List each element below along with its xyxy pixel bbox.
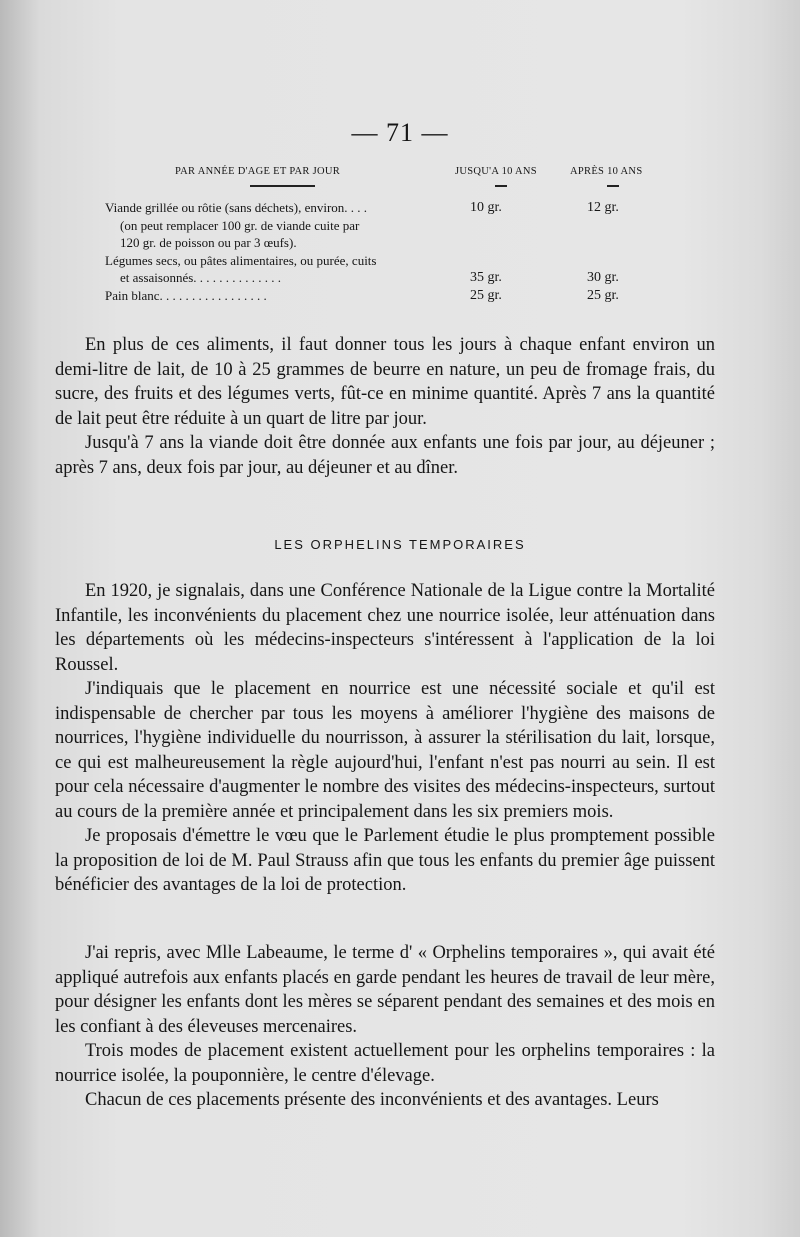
table-row: et assaisonnés. . . . . . . . . . . . . . 35 gr. 30 gr. xyxy=(120,270,619,285)
header-age-per-day: PAR ANNÉE D'AGE ET PAR JOUR xyxy=(175,166,341,177)
paragraph: En 1920, je signalais, dans une Conférence Nationale de la Ligue contre la Mortalité Infantile, les inconvénients du placement chez une nourrice isolée, leur atténuation dans les départements où les médecins-inspecteurs s'intéressent à l'application de la loi Roussel. xyxy=(55,581,715,675)
paragraph: Chacun de ces placements présente des inconvénients et des avantages. Leurs xyxy=(85,1090,659,1110)
paragraph: Trois modes de placement existent actuellement pour les orphelins temporaires : la nourrice isolée, la pouponnière, le centre d'élevage. xyxy=(55,1041,715,1086)
table-row: 120 gr. de poisson ou par 3 œufs). xyxy=(120,235,297,250)
table-header xyxy=(100,160,660,200)
closing-text xyxy=(55,941,715,1113)
section-heading: LES ORPHELINS TEMPORAIRES xyxy=(274,537,526,552)
nutrition-table xyxy=(100,160,660,305)
section-text xyxy=(55,579,715,898)
paragraph: J'indiquais que le placement en nourrice est une nécessité sociale et qu'il est indispensable de chercher par tous les moyens à améliorer l'hygiène des maisons de nourrices, l'hygiène individuelle du nourrisson, à assurer la stérilisation du lait, lorsque, ce qui est malheureusement la règle aujourd'hui, l'enfant n'est pas nourri au sein. Il est pour cela nécessaire d'augmenter le nombre des visites des médecins-inspecteurs, surtout au cours de la première année et principalement dans les six premiers mois. xyxy=(55,679,715,822)
table-row: Viande grillée ou rôtie (sans déchets), environ. . . . 10 gr. 12 gr. xyxy=(105,200,619,215)
header-dash xyxy=(607,185,619,187)
paragraph: Je proposais d'émettre le vœu que le Parlement étudie le plus promptement possible la proposition de loi de M. Paul Strauss afin que tous les enfants du premier âge puissent bénéficier des avantages de la loi de protection. xyxy=(55,826,715,895)
page-number: — 71 — xyxy=(351,118,449,147)
paragraph: En plus de ces aliments, il faut donner tous les jours à chaque enfant environ un demi-litre de lait, de 10 à 25 grammes de beurre en nature, un peu de fromage frais, du sucre, des fruits et des légumes verts, fût-ce en minime quantité. Après 7 ans la quantité de lait peut être réduite à un quart de litre par jour. xyxy=(55,335,715,429)
table-row: (on peut remplacer 100 gr. de viande cuite par xyxy=(120,217,360,233)
paragraph: J'ai repris, avec Mlle Labeaume, le terme d' « Orphelins temporaires », qui avait été appliqué autrefois aux enfants placés en garde pendant les heures de travail de leur mère, pour désigner les enfants dont les mères se séparent pendant des semaines et des mois en les confiant à des éleveuses mercenaires. xyxy=(55,943,715,1037)
header-until-10: JUSQU'A 10 ANS xyxy=(455,166,537,177)
table-row: Légumes secs, ou pâtes alimentaires, ou purée, cuits xyxy=(105,252,377,268)
paragraph: Jusqu'à 7 ans la viande doit être donnée aux enfants une fois par jour, au déjeuner ; après 7 ans, deux fois par jour, au déjeuner et au dîner. xyxy=(55,433,715,478)
header-after-10: APRÈS 10 ANS xyxy=(570,166,643,177)
header-dash xyxy=(495,185,507,187)
header-underline xyxy=(250,185,315,187)
intro-text xyxy=(55,333,715,480)
table-row: Pain blanc. . . . . . . . . . . . . . . . . 25 gr. 25 gr. xyxy=(105,287,619,303)
